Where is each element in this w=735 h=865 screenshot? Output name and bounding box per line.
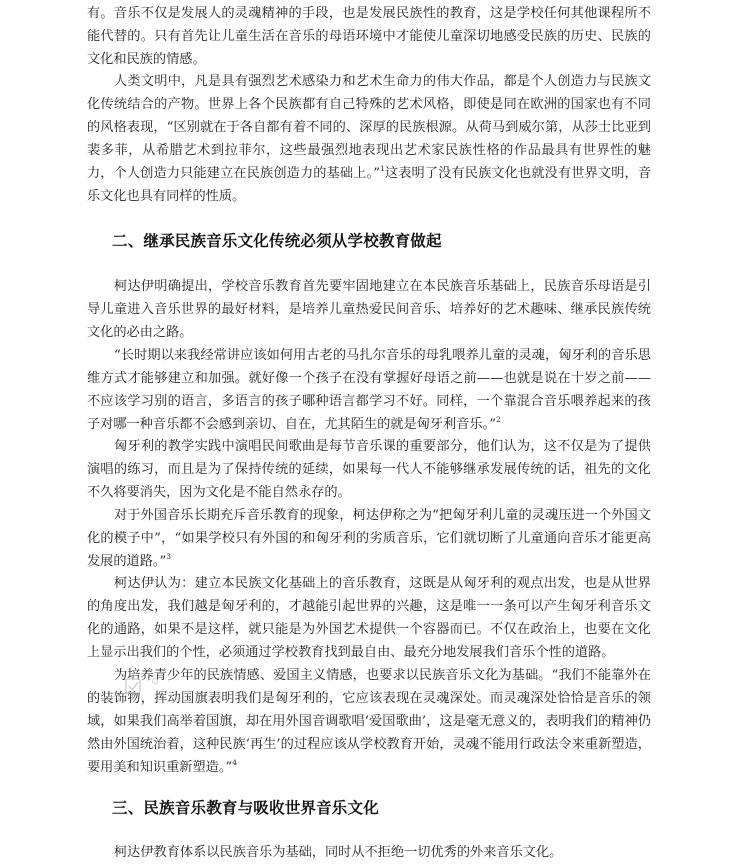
paragraph-kodaly-mother-tongue: [87, 276, 651, 345]
paragraph-continuation: [87, 3, 651, 72]
paragraph-text: 匈牙利的教学实践中演唱民间歌曲是每节音乐课的重要部分，他们认为，这不仅是为了提供演唱的练习，而且是为了保持传统的延续，如果每一代人不能够继承发展传统的话，祖先的文化不久将要消失，因为文化是不能自然永存的。: [87, 439, 651, 500]
section-heading-3: 三、民族音乐教育与吸收世界音乐文化: [112, 799, 379, 817]
paragraph-text: “长时期以来我经常讲应该如何用古老的马扎尔音乐的母乳喂养儿童的灵魂，匈牙利的音乐思维方式才能够建立和加强。就好像一个孩子在没有掌握好母语之前——也就是说在十岁之前——不应该学习别的语言，多语言的孩子哪种语言都学习不好。同样，一个靠混合音乐喂养起来的孩子对哪一种音乐都不会感到亲切、自在，尤其陌生的就是匈牙利音乐。”: [87, 348, 651, 432]
paragraph-text: 柯达伊教育体系以民族音乐为基础，同时从不拒绝一切优秀的外来音乐文化。: [114, 845, 563, 860]
footnote-marker[interactable]: 2: [495, 414, 501, 424]
paragraph-patriotism: [87, 665, 651, 780]
paragraph-national-culture: [87, 573, 651, 665]
paragraph-text: 柯达伊明确提出，学校音乐教育首先要牢固地建立在本民族音乐基础上，民族音乐母语是引导儿童进入音乐世界的最好材料，是培养儿童热爱民间音乐、培养好的艺术趣味、继承民族传统文化的必由之路。: [87, 279, 651, 340]
paragraph-text: 人类文明中，凡是具有强烈艺术感染力和艺术生命力的伟大作品，都是个人创造力与民族文化传统结合的产物。世界上各个民族都有自己特殊的艺术风格，即使是同在欧洲的国家也有不同的风格表现，“区别就在于各自都有着不同的、深厚的民族根源。从荷马到威尔第，从莎士比亚到裴多菲，从希腊艺术到拉菲尔，这些最强烈地表现出艺术家民族性格的作品最具有世界性的魅力，个人创造力只能建立在民族创造力的基础上。”: [87, 74, 651, 181]
footnote-marker[interactable]: 3: [166, 551, 172, 561]
footnote-marker[interactable]: 4: [232, 757, 237, 767]
paragraph-text: 对于外国音乐长期充斥音乐教育的现象，柯达伊称之为“把匈牙利儿童的灵魂压进一个外国文化的模子中”，“如果学校只有外国的和匈牙利的劣质音乐，它们就切断了儿童通向音乐才能更高发展的道路。”: [87, 508, 651, 569]
paragraph-foreign-music: [87, 505, 651, 574]
paragraph-text: 柯达伊认为：建立本民族文化基础上的音乐教育，这既是从匈牙利的观点出发，也是从世界的角度出发，我们越是匈牙利的，才越能引起世界的兴趣，这是唯一一条可以产生匈牙利音乐文化的通路，如果不是这样，就只能是为外国艺术提供一个容器而已。不仅在政治上，也要在文化上显示出我们的个性，必须通过学校教育找到最自由、最充分地发展我们音乐个性的道路。: [87, 576, 651, 660]
section-heading-2: 二、继承民族音乐文化传统必须从学校教育做起: [112, 232, 442, 250]
paragraph-text: 这表明了没有民族文化也就没有世界文明，音乐文化也具有同样的性质。: [87, 165, 652, 204]
paragraph-quote-magyar: [87, 345, 651, 437]
paragraph-civilization: [87, 71, 651, 208]
paragraph-text: 为培养青少年的民族情感、爱国主义情感，也要求以民族音乐文化为基础。“我们不能靠外在的装饰物，挥动国旗表明我们是匈牙利的，它应该表现在灵魂深处。而灵魂深处恰恰是音乐的领域，如果我们高举着国旗，却在用外国音调歌唱‘爱国歌曲’，这是毫无意义的，表明我们的精神仍然由外国统治着，这种民族‘再生’的过程应该从学校教育开始，灵魂不能用行政法令来重新塑造，要用美和知识重新塑造。”: [87, 668, 651, 775]
paragraph-text: 有。音乐不仅是发展人的灵魂精神的手段，也是发展民族性的教育，这是学校任何其他课程所不能代替的。只有首先让儿童生活在音乐的母语环境中才能使儿童深切地感受民族的历史、民族的文化和民族的情感。: [87, 6, 651, 67]
paragraph-folk-songs: [87, 436, 651, 505]
paragraph-world-music: [87, 842, 651, 865]
footnote-marker[interactable]: 1: [380, 163, 385, 173]
